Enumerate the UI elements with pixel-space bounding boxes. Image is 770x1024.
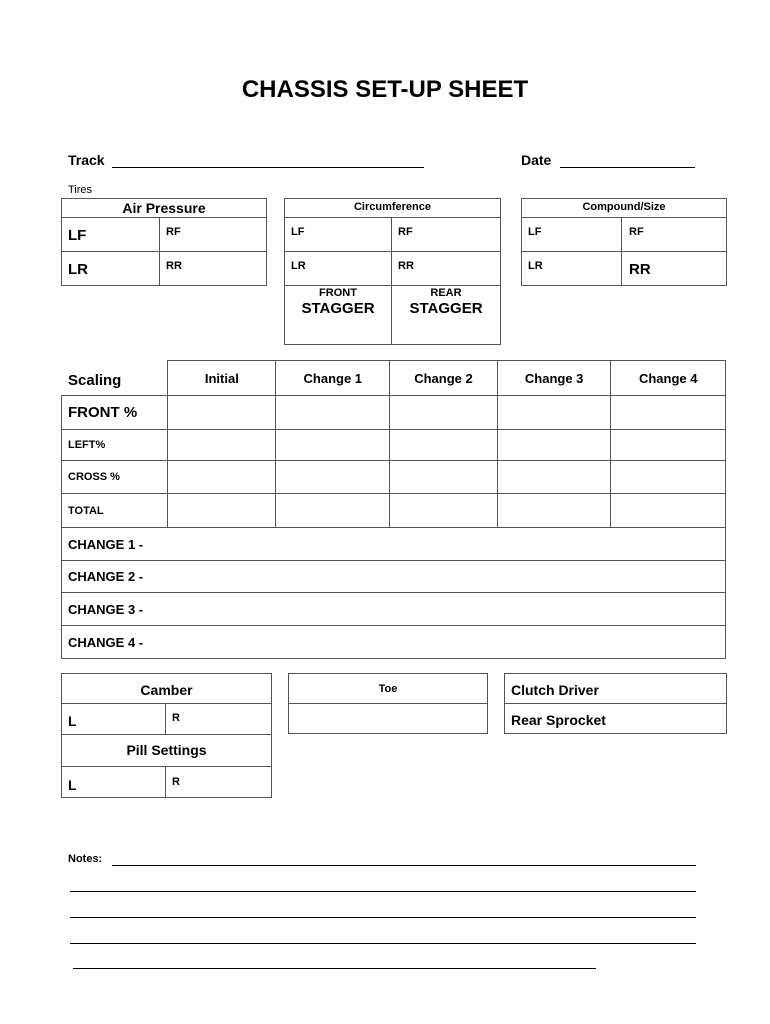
front-stagger-small: FRONT [319,287,357,299]
compound-box [521,198,727,286]
row-label-cross: CROSS % [62,461,168,494]
clutch-box [504,673,727,734]
front-stagger-label: STAGGER [301,300,375,317]
column-header-initial: Initial [168,361,276,396]
divider [62,251,266,252]
date-label: Date [521,152,552,168]
cell-input[interactable] [497,461,611,494]
column-header-change-3: Change 3 [497,361,611,396]
rear-stagger-small: REAR [430,287,462,299]
date-field[interactable] [560,153,695,168]
track-field[interactable] [112,153,424,168]
rf-label: RF [398,226,413,238]
toe-heading: Toe [289,674,487,704]
cell-input[interactable] [168,461,276,494]
cell-input[interactable] [611,396,726,430]
camber-l-label: L [68,713,77,729]
divider [285,251,500,252]
cell-input[interactable] [497,396,611,430]
lr-label: LR [528,260,543,272]
column-header-change-4: Change 4 [611,361,726,396]
rf-label: RF [166,226,181,238]
cell-input[interactable] [276,430,390,461]
lr-label: LR [291,260,306,272]
circumference-box [284,198,501,345]
pill-l-label: L [68,777,77,793]
divider [165,704,166,734]
rr-label: RR [629,261,651,278]
camber-r-label: R [172,712,180,724]
cell-input[interactable] [390,430,498,461]
rr-label: RR [166,260,182,272]
column-header-change-1: Change 1 [276,361,390,396]
notes-label: Notes: [68,853,103,865]
change-row-4[interactable]: CHANGE 4 - [62,626,726,659]
cell-input[interactable] [611,494,726,528]
lr-label: LR [68,261,88,278]
compound-heading: Compound/Size [522,199,726,218]
clutch-driver-label: Clutch Driver [505,674,726,704]
circumference-heading: Circumference [285,199,500,218]
rear-sprocket-label: Rear Sprocket [511,712,606,728]
row-label-front: FRONT % [62,396,168,430]
cell-input[interactable] [611,461,726,494]
scaling-heading: Scaling [62,361,168,396]
air-pressure-heading: Air Pressure [62,199,266,218]
camber-box [61,673,272,798]
cell-input[interactable] [390,494,498,528]
tires-label: Tires [68,184,93,196]
rf-label: RF [629,226,644,238]
rr-label: RR [398,260,414,272]
notes-line[interactable] [112,865,696,866]
cell-input[interactable] [497,494,611,528]
row-label-left: LEFT% [62,430,168,461]
cell-input[interactable] [611,430,726,461]
divider [285,285,500,286]
pill-r-label: R [172,776,180,788]
notes-line[interactable] [70,917,696,918]
page-title: CHASSIS SET-UP SHEET [241,76,529,103]
change-row-2[interactable]: CHANGE 2 - [62,561,726,593]
cell-input[interactable] [497,430,611,461]
cell-input[interactable] [390,461,498,494]
change-row-3[interactable]: CHANGE 3 - [62,593,726,626]
column-header-change-2: Change 2 [390,361,498,396]
cell-input[interactable] [276,461,390,494]
cell-input[interactable] [168,396,276,430]
lf-label: LF [528,226,542,238]
row-label-total: TOTAL [62,494,168,528]
cell-input[interactable] [276,396,390,430]
lf-label: LF [291,226,305,238]
track-label: Track [68,152,105,168]
pill-heading: Pill Settings [62,734,271,767]
toe-box [288,673,488,734]
lf-label: LF [68,227,87,244]
divider [522,251,726,252]
cell-input[interactable] [168,494,276,528]
notes-line[interactable] [73,968,596,969]
divider [165,767,166,797]
cell-input[interactable] [276,494,390,528]
cell-input[interactable] [390,396,498,430]
rear-stagger-label: STAGGER [409,300,483,317]
divider [391,218,392,344]
notes-line[interactable] [70,943,696,944]
notes-line[interactable] [70,891,696,892]
camber-heading: Camber [62,674,271,704]
change-row-1[interactable]: CHANGE 1 - [62,528,726,561]
cell-input[interactable] [168,430,276,461]
air-pressure-box [61,198,267,286]
scaling-table [61,360,726,659]
